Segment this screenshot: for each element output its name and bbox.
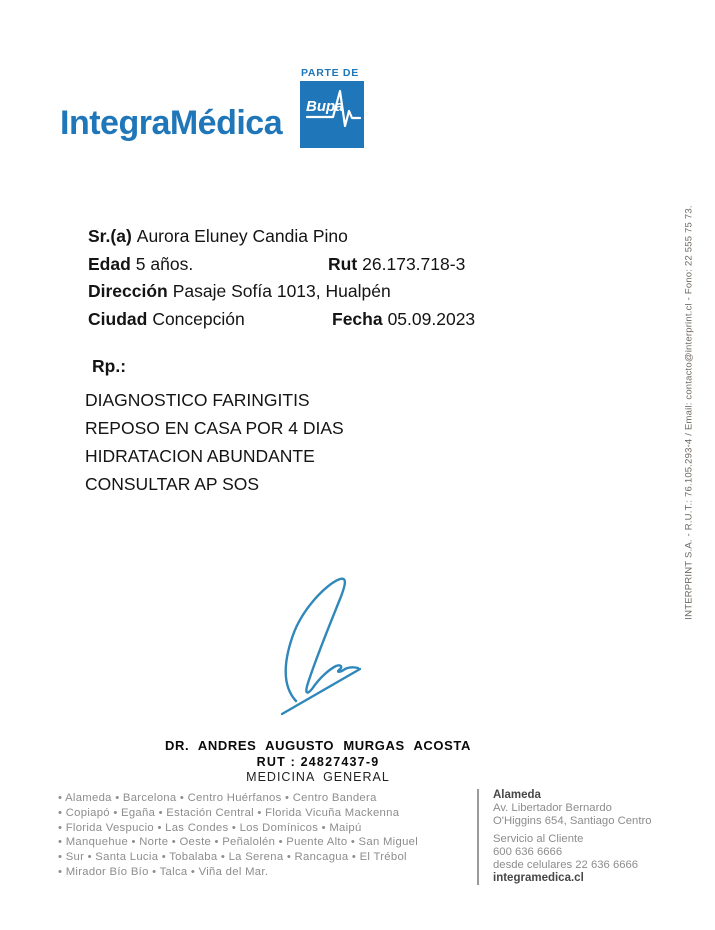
patient-name-row	[88, 226, 528, 254]
address-label: Dirección	[88, 281, 168, 301]
doctor-rut: RUT : 24827437-9	[256, 755, 380, 769]
main-branch-block	[493, 789, 683, 885]
city-value: Concepción	[152, 308, 245, 329]
prescription-line: DIAGNOSTICO FARINGITIS	[85, 390, 310, 410]
bupa-logo	[300, 81, 364, 148]
bupa-wordmark: Bupa	[306, 98, 344, 115]
rut-group	[328, 254, 465, 275]
bupa-logo-graphic	[300, 81, 364, 148]
doctor-specialty: MEDICINA GENERAL	[246, 770, 390, 784]
patient-city-date-row	[88, 309, 528, 337]
prescription-line: CONSULTAR AP SOS	[85, 474, 260, 494]
rut-label: Rut	[328, 253, 358, 274]
patient-age-rut-row	[88, 254, 528, 282]
printer-credit: INTERPRINT S.A. - R.U.T.: 76.105.293-4 / Email: contacto@interprint.cl - Fono: 22 555 75 73.	[683, 205, 695, 620]
address-value: Pasaje Sofía 1013, Hualpén	[172, 281, 391, 301]
main-branch-name: Alameda	[493, 789, 541, 801]
customer-service-mobile: desde celulares 22 636 6666	[493, 859, 639, 872]
branch-line: • Copiapó • Egaña • Estación Central • Florida Vicuña Mackenna	[58, 806, 400, 819]
doctor-name: DR. ANDRES AUGUSTO MURGAS ACOSTA	[165, 738, 471, 753]
branch-line: • Florida Vespucio • Las Condes • Los Domínicos • Maipú	[58, 821, 362, 834]
branch-line: • Alameda • Barcelona • Centro Huérfanos • Centro Bandera	[58, 792, 377, 804]
branch-line: • Sur • Santa Lucia • Tobalaba • La Serena • Rancagua • El Trébol	[58, 851, 407, 864]
date-label: Fecha	[332, 308, 383, 329]
customer-service-label: Servicio al Cliente	[493, 832, 584, 845]
footer-divider	[477, 789, 479, 885]
date-group	[332, 309, 475, 330]
age-value: 5 años.	[135, 253, 194, 274]
integramedica-logo: IntegraMédica	[60, 104, 283, 142]
rp-label: Rp.:	[92, 356, 127, 376]
website: integramedica.cl	[493, 872, 584, 885]
salutation-label: Sr.(a)	[88, 226, 132, 246]
date-value: 05.09.2023	[387, 308, 476, 329]
prescription-line: HIDRATACION ABUNDANTE	[85, 446, 315, 466]
main-branch-address: Av. Libertador Bernardo	[493, 802, 612, 815]
patient-address-row	[88, 281, 528, 309]
branch-line: • Manquehue • Norte • Oeste • Peñalolén • Puente Alto • San Miguel	[58, 836, 419, 849]
patient-info	[88, 226, 528, 336]
doctor-block	[150, 738, 486, 784]
branch-line: • Mirador Bío Bío • Talca • Viña del Mar.	[58, 865, 269, 878]
main-branch-address: O'Higgins 654, Santiago Centro	[493, 815, 652, 828]
rut-value: 26.173.718-3	[362, 253, 466, 274]
parte-de-label: PARTE DE	[301, 67, 359, 79]
prescription-line: REPOSO EN CASA POR 4 DIAS	[85, 418, 344, 438]
prescription-section	[85, 356, 505, 498]
city-label: Ciudad	[88, 308, 148, 329]
customer-service-phone: 600 636 6666	[493, 845, 563, 858]
age-label: Edad	[88, 253, 131, 274]
branch-list	[58, 791, 478, 880]
patient-name: Aurora Eluney Candia Pino	[136, 226, 348, 246]
doctor-signature	[268, 570, 368, 720]
